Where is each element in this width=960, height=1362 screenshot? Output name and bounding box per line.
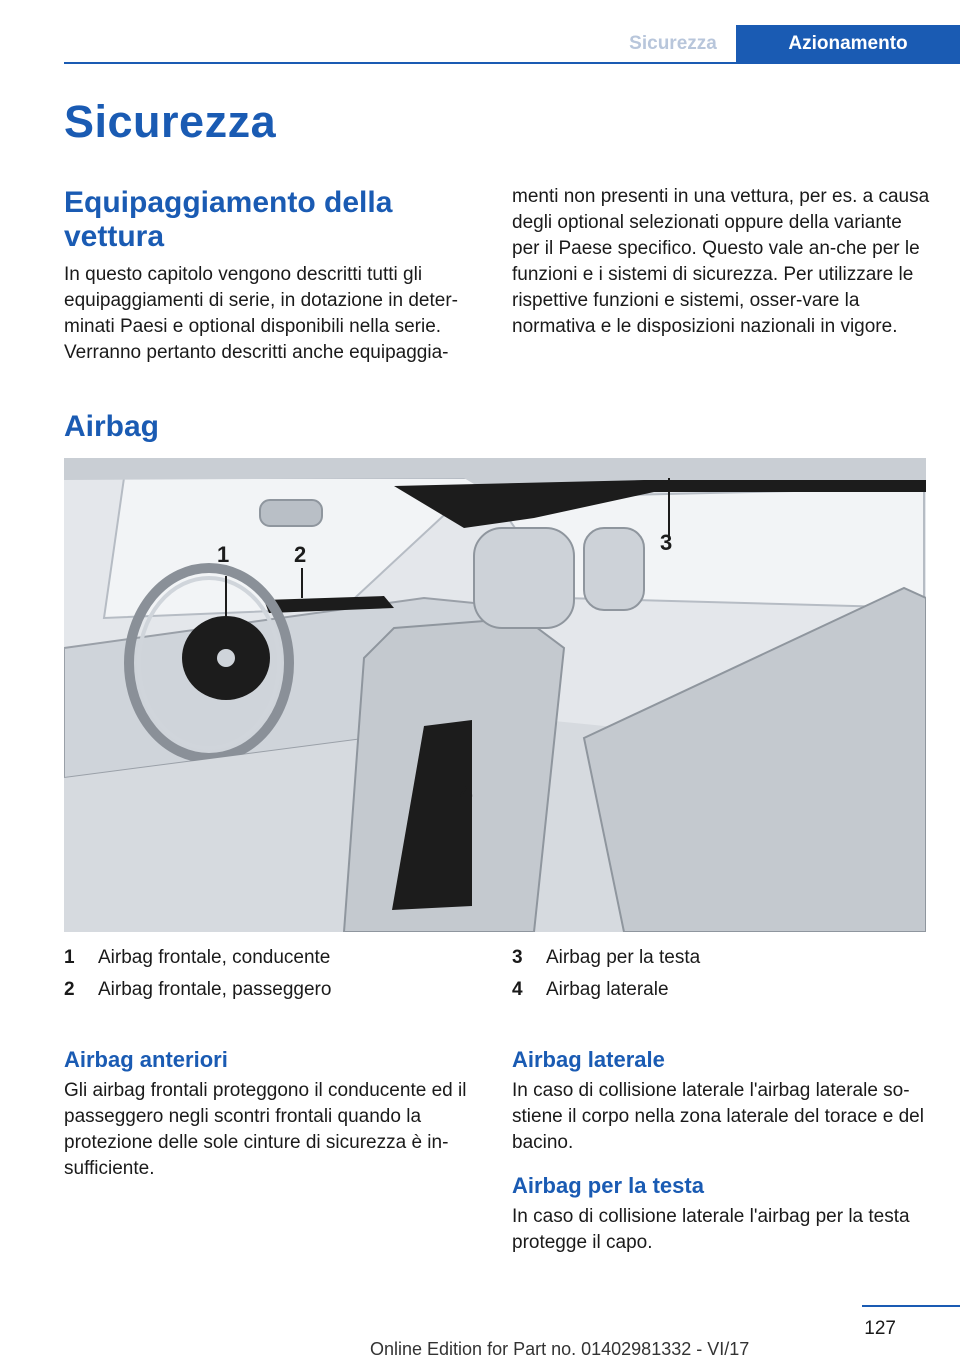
footer-edition: Online Edition for Part no. 01402981332 - VI/17 <box>370 1339 750 1359</box>
legend-label: Airbag frontale, conducente <box>98 947 331 968</box>
airbag-heading: Airbag <box>64 410 160 443</box>
legend-item <box>512 942 932 974</box>
airbag-illustration <box>64 458 926 932</box>
front-airbags-heading: Airbag anteriori <box>64 1047 228 1072</box>
legend-number: 3 <box>512 947 523 968</box>
front-airbags-text: Gli airbag frontali proteggono il conducente ed il passeggero negli scontri frontali quando la protezione delle sole cinture di sicurezza è in-sufficiente. <box>64 1080 467 1179</box>
header-tab-section: Sicurezza <box>610 25 736 62</box>
header-tab-chapter: Azionamento <box>736 25 960 62</box>
legend-left <box>64 942 484 1006</box>
page-number: 127 <box>864 1318 896 1339</box>
legend-item <box>64 942 484 974</box>
legend-right <box>512 942 932 1006</box>
legend-label: Airbag per la testa <box>546 947 701 968</box>
callout-1: 1 <box>217 542 230 567</box>
side-head-airbags-section <box>512 1046 932 1256</box>
legend-number: 1 <box>64 947 75 968</box>
legend-item <box>512 974 932 1006</box>
legend-label: Airbag frontale, passeggero <box>98 979 332 1000</box>
head-airbag-heading: Airbag per la testa <box>512 1173 704 1198</box>
equipment-text-left-column <box>64 262 484 366</box>
callout-2: 2 <box>294 542 307 567</box>
equipment-paragraph-part1: In questo capitolo vengono descritti tutti gli equipaggiamenti di serie, in dotazione in deter-minati Paesi e optional disponibili nella serie. Verranno pertanto descritti anche equipaggia- <box>64 264 458 363</box>
side-airbag-text: In caso di collisione laterale l'airbag laterale so-stiene il corpo nella zona laterale del torace e del bacino. <box>512 1080 924 1153</box>
callout-4: 4 <box>460 780 473 805</box>
page-number-rule <box>862 1305 960 1307</box>
legend-label: Airbag laterale <box>546 979 669 1000</box>
header-rule <box>64 62 960 64</box>
side-airbag-heading: Airbag laterale <box>512 1047 665 1072</box>
callout-3: 3 <box>660 530 673 555</box>
equipment-heading: Equipaggiamento della vettura <box>64 186 393 253</box>
legend-number: 4 <box>512 979 523 1000</box>
header-tabs <box>610 25 960 62</box>
front-airbags-section <box>64 1046 484 1182</box>
equipment-paragraph-part2: menti non presenti in una vettura, per es. a causa degli optional selezionati oppure della variante per il Paese specifico. Questo vale an-che per le funzioni e i sistemi di sicurezza. Per utilizzare le rispettive funzioni e sistemi, osser-vare la normativa e le disposizioni nazionali in vigore. <box>512 186 930 337</box>
page-title: Sicurezza <box>64 96 277 147</box>
equipment-text-right-column <box>512 184 932 340</box>
legend-number: 2 <box>64 979 75 1000</box>
legend-item <box>64 974 484 1006</box>
head-airbag-text: In caso di collisione laterale l'airbag per la testa protegge il capo. <box>512 1206 910 1253</box>
